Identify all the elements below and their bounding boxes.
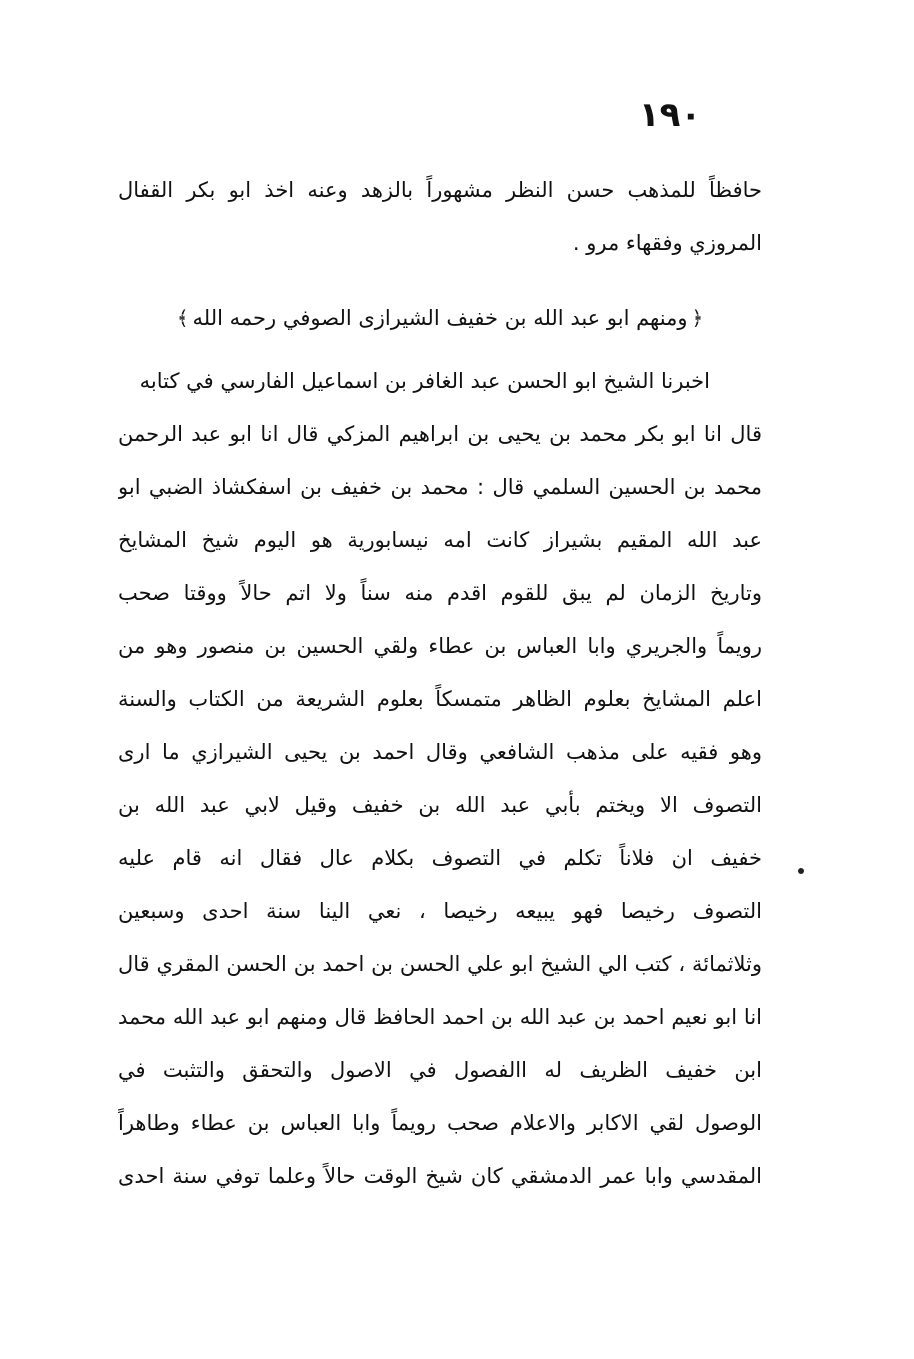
text-line: اعلم المشايخ بعلوم الظاهر متمسكاً بعلوم الشريعة من الكتاب والسنة [118, 687, 762, 711]
text-line: التصوف الا ويختم بأبي عبد الله بن خفيف وقيل لابي عبد الله بن [118, 793, 762, 817]
text-line: محمد بن الحسين السلمي قال : محمد بن خفيف بن اسفكشاذ الضبي ابو [118, 475, 762, 499]
top-paragraph [118, 164, 762, 270]
heading-ornament-right: ﴿ [691, 306, 704, 330]
page-number: ١٩٠ [638, 95, 702, 135]
text-line: قال انا ابو بكر محمد بن يحيى بن ابراهيم المزكي قال انا ابو عبد الرحمن [118, 422, 762, 446]
main-paragraph [118, 355, 762, 1203]
text-line: وهو فقيه على مذهب الشافعي وقال احمد بن يحيى الشيرازي ما ارى [118, 740, 762, 764]
text-line: ابن خفيف الظريف له االفصول في الاصول والتحقق والتثبت في [118, 1058, 762, 1082]
text-line: وتاريخ الزمان لم يبق للقوم اقدم منه سناً ولا اتم حالاً ووقتا صحب [118, 581, 762, 605]
text-line: رويماً والجريري وابا العباس بن عطاء ولقي الحسين بن منصور وهو من [118, 634, 762, 658]
text-line: حافظاً للمذهب حسن النظر مشهوراً بالزهد وعنه اخذ ابو بكر القفال [118, 178, 762, 202]
margin-dot [798, 868, 804, 874]
text-line: خفيف ان فلاناً تكلم في التصوف بكلام عال فقال انه قام عليه [118, 846, 762, 870]
text-line: اخبرنا الشيخ ابو الحسن عبد الغافر بن اسماعيل الفارسي في كتابه [139, 369, 710, 393]
text-line: عبد الله المقيم بشيراز كانت امه نيسابورية هو اليوم شيخ المشايخ [118, 528, 762, 552]
text-line: المروزي وفقهاء مرو . [572, 231, 762, 255]
text-line: التصوف رخيصا فهو يبيعه رخيصا ، نعي الينا سنة احدى وسبعين [118, 899, 762, 923]
heading-ornament-left: ﴾ [176, 306, 189, 330]
text-line: وثلاثمائة ، كتب الي الشيخ ابو علي الحسن بن احمد بن الحسن المقري قال [118, 952, 762, 976]
section-heading [140, 292, 740, 345]
text-line: المقدسي وابا عمر الدمشقي كان شيخ الوقت حالاً وعلما توفي سنة احدى [118, 1164, 762, 1188]
heading-text: ومنهم ابو عبد الله بن خفيف الشيرازى الصوفي رحمه الله [192, 306, 688, 330]
text-line: الوصول لقي الاكابر والاعلام صحب رويماً وابا العباس بن عطاء وطاهراً [118, 1111, 762, 1135]
text-line: انا ابو نعيم احمد بن عبد الله بن احمد الحافظ قال ومنهم ابو عبد الله محمد [118, 1005, 762, 1029]
